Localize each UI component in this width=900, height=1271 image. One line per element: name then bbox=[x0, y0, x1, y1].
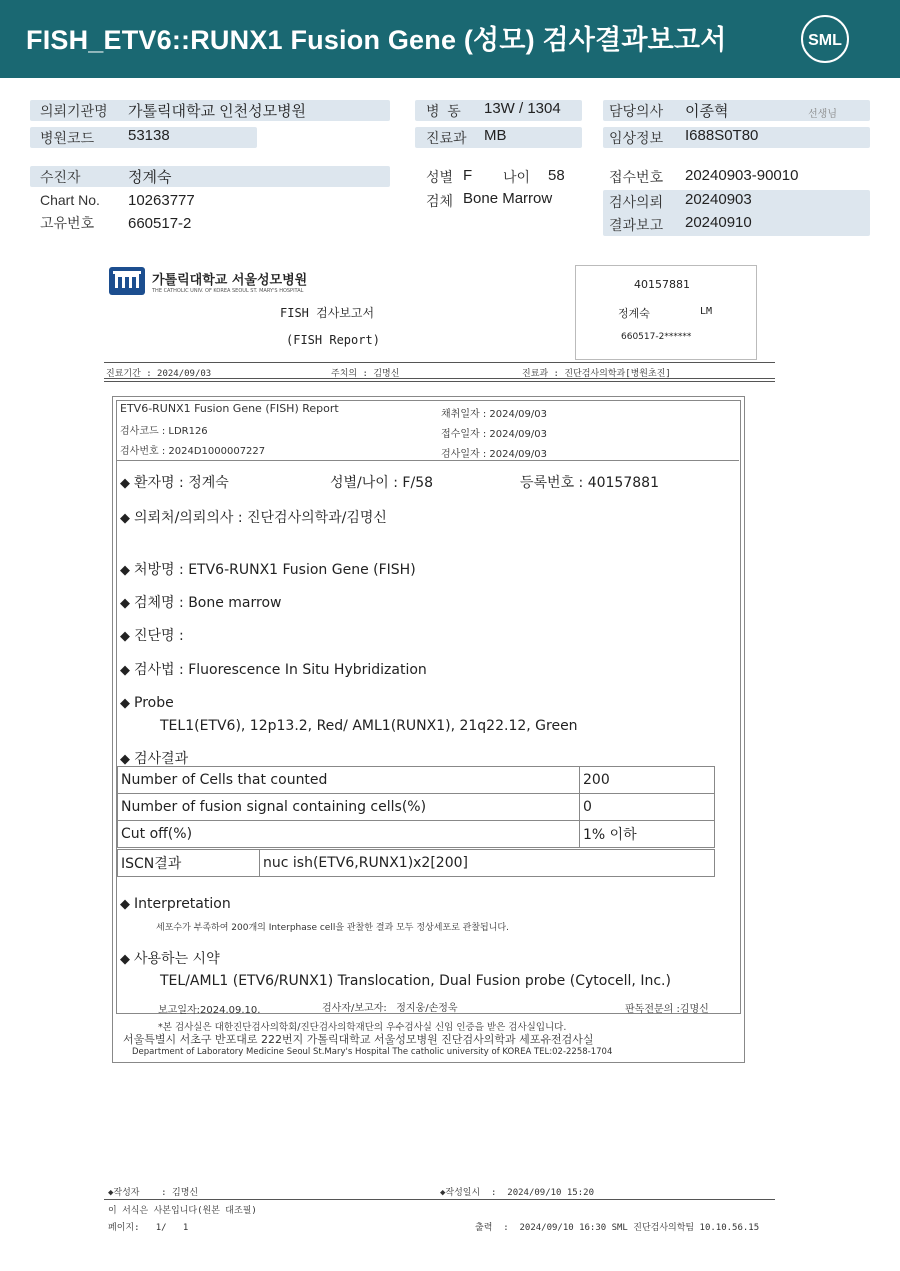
patient-row-bg bbox=[30, 166, 390, 187]
doctor-label: 담당의사 bbox=[609, 103, 664, 119]
hospital-name-en: THE CATHOLIC UNIV. OF KOREA SEOUL ST. MARY'S HOSPITAL bbox=[152, 288, 304, 294]
logo-text: SML bbox=[808, 32, 842, 49]
report-title-en: (FISH Report) bbox=[286, 333, 380, 347]
result-label: 검사결과 bbox=[134, 751, 189, 767]
diagnosis: 진단명 : bbox=[134, 628, 184, 644]
clinical-info-label: 임상정보 bbox=[609, 130, 664, 146]
lab-address: 서울특별시 서초구 반포대로 222번지 가톨릭대학교 서울성모병원 진단검사의학과 세포유전검사실 bbox=[123, 1033, 594, 1046]
stamp-name: 정계숙 bbox=[618, 307, 650, 320]
sml-logo-icon bbox=[800, 14, 850, 64]
patient-stamp bbox=[575, 265, 757, 360]
iscn-label: ISCN결과 bbox=[118, 850, 260, 877]
result-value: 200 bbox=[580, 767, 715, 794]
divider bbox=[117, 460, 739, 461]
patient-value: 정계숙 bbox=[128, 169, 172, 186]
department-label: 진료과 bbox=[426, 130, 467, 146]
hospital-code-label: 병원코드 bbox=[40, 130, 95, 146]
visit-department: 진료과 : 진단검사의학과[병원초진] bbox=[522, 369, 671, 379]
sex-value: F bbox=[463, 167, 473, 184]
doctor-suffix: 선생님 bbox=[808, 109, 837, 120]
print-info: 출력 : 2024/09/10 16:30 SML 진단검사의학팀 10.10.56.15 bbox=[475, 1223, 760, 1233]
result-item: Number of Cells that counted bbox=[118, 767, 580, 794]
chart-no-value: 10263777 bbox=[128, 192, 195, 209]
method: 검사법 : Fluorescence In Situ Hybridization bbox=[134, 662, 427, 678]
specimen-line: ◆ 검체명 : Bone marrow bbox=[120, 595, 282, 611]
requester: 의뢰처/의뢰의사 : 진단검사의학과/김명신 bbox=[134, 510, 387, 526]
unique-no-label: 고유번호 bbox=[40, 215, 95, 231]
specimen-value: Bone Marrow bbox=[463, 190, 553, 207]
report-date-value: 20240910 bbox=[685, 214, 752, 231]
receipt-no-label: 접수번호 bbox=[609, 169, 664, 185]
tester: 검사자/보고자: 정지웅/손정욱 bbox=[322, 1003, 458, 1014]
stamp-code: LM bbox=[700, 306, 713, 317]
copy-note: 이 서식은 사본입니다(원본 대조필) bbox=[108, 1206, 257, 1216]
footer-written-at: ◆작성일시 : 2024/09/10 15:20 bbox=[440, 1188, 594, 1198]
collect-date: 채취일자 : 2024/09/03 bbox=[441, 409, 548, 420]
ward-value: 13W / 1304 bbox=[484, 100, 561, 117]
report-test-name: ETV6-RUNX1 Fusion Gene (FISH) Report bbox=[120, 402, 339, 415]
reagent-heading: ◆ 사용하는 시약 bbox=[120, 951, 220, 967]
institution-label: 의뢰기관명 bbox=[40, 103, 108, 119]
age-label: 나이 bbox=[503, 169, 531, 185]
department-value: MB bbox=[484, 127, 507, 144]
page-number: 페이지: 1/ 1 bbox=[108, 1223, 189, 1233]
table-row bbox=[118, 767, 715, 794]
footer-writer: ◆작성자 : 김명신 bbox=[108, 1188, 199, 1198]
table-row bbox=[118, 850, 715, 877]
hospital-logo-icon bbox=[108, 266, 146, 296]
specimen-name: 검체명 : Bone marrow bbox=[134, 595, 282, 611]
result-item: Cut off(%) bbox=[118, 821, 580, 848]
divider bbox=[104, 378, 775, 379]
sex-label: 성별 bbox=[426, 169, 454, 185]
table-row bbox=[118, 794, 715, 821]
chart-no-label: Chart No. bbox=[40, 192, 100, 208]
registration-no: 등록번호 : 40157881 bbox=[520, 475, 659, 491]
probe-line: ◆ Probe bbox=[120, 695, 174, 711]
result-heading: ◆ 검사결과 bbox=[120, 751, 189, 767]
receipt-no-value: 20240903-90010 bbox=[685, 167, 799, 184]
receive-date: 접수일자 : 2024/09/03 bbox=[441, 429, 548, 440]
report-date-label: 결과보고 bbox=[609, 217, 664, 233]
reagent-text: TEL/AML1 (ETV6/RUNX1) Translocation, Dual Fusion probe (Cytocell, Inc.) bbox=[160, 973, 671, 989]
test-date: 검사일자 : 2024/09/03 bbox=[441, 449, 548, 460]
hospital-code-value: 53138 bbox=[128, 127, 170, 144]
probe-label: Probe bbox=[134, 695, 174, 711]
institution-value: 가톨릭대학교 인천성모병원 bbox=[128, 103, 307, 120]
table-row bbox=[118, 821, 715, 848]
patient-name-line: ◆ 환자명 : 정계숙 bbox=[120, 475, 229, 491]
prescription-line: ◆ 처방명 : ETV6-RUNX1 Fusion Gene (FISH) bbox=[120, 562, 416, 578]
iscn-value: nuc ish(ETV6,RUNX1)x2[200] bbox=[260, 850, 715, 877]
requester-line: ◆ 의뢰처/의뢰의사 : 진단검사의학과/김명신 bbox=[120, 510, 387, 526]
divider bbox=[104, 1199, 775, 1200]
hospital-name: 가톨릭대학교 서울성모병원 bbox=[152, 273, 308, 288]
request-date-value: 20240903 bbox=[685, 191, 752, 208]
lab-address-en: Department of Laboratory Medicine Seoul St.Mary's Hospital The catholic university of KOREA TEL:02-2258-1704 bbox=[132, 1047, 613, 1057]
patient-label: 수진자 bbox=[40, 169, 81, 185]
result-value: 0 bbox=[580, 794, 715, 821]
page-header bbox=[0, 0, 900, 78]
result-table bbox=[117, 766, 715, 848]
patient-name: 환자명 : 정계숙 bbox=[134, 475, 229, 491]
result-item: Number of fusion signal containing cells(%) bbox=[118, 794, 580, 821]
probe-text: TEL1(ETV6), 12p13.2, Red/ AML1(RUNX1), 21q22.12, Green bbox=[160, 718, 578, 734]
stamp-resident: 660517-2****** bbox=[621, 332, 692, 342]
specialist: 판독전문의 :김명신 bbox=[625, 1004, 709, 1015]
page-title: FISH_ETV6::RUNX1 Fusion Gene (성모) 검사결과보고서 bbox=[26, 25, 727, 55]
clinical-info-value: I688S0T80 bbox=[685, 127, 759, 144]
divider bbox=[104, 362, 775, 363]
report-date: 보고일자:2024.09.10. bbox=[158, 1005, 261, 1016]
method-line: ◆ 검사법 : Fluorescence In Situ Hybridization bbox=[120, 662, 427, 678]
stamp-id: 40157881 bbox=[634, 278, 690, 291]
interpretation-heading: ◆ Interpretation bbox=[120, 896, 231, 912]
doctor-value: 이종혁 bbox=[685, 103, 729, 120]
request-date-label: 검사의뢰 bbox=[609, 194, 664, 210]
interpretation-label: Interpretation bbox=[134, 896, 231, 912]
unique-no-value: 660517-2 bbox=[128, 215, 192, 232]
iscn-table bbox=[117, 849, 715, 877]
test-number: 검사번호 : 2024D1000007227 bbox=[120, 446, 266, 457]
report-title-ko: FISH 검사보고서 bbox=[280, 306, 375, 320]
age-value: 58 bbox=[548, 167, 565, 184]
test-code: 검사코드 : LDR126 bbox=[120, 426, 208, 437]
visit-period: 진료기간 : 2024/09/03 bbox=[106, 369, 212, 379]
diagnosis-line: ◆ 진단명 : bbox=[120, 628, 184, 644]
ward-label: 병 동 bbox=[426, 103, 461, 119]
divider bbox=[104, 381, 775, 382]
result-value: 1% 이하 bbox=[580, 821, 715, 848]
specimen-label: 검체 bbox=[426, 193, 454, 209]
certification-note: *본 검사실은 대한진단검사의학회/진단검사의학재단의 우수검사실 신임 인증을 받은 검사실입니다. bbox=[158, 1022, 567, 1033]
attending-doctor: 주치의 : 김명신 bbox=[331, 369, 400, 379]
sex-age: 성별/나이 : F/58 bbox=[330, 475, 434, 491]
reagent-label: 사용하는 시약 bbox=[134, 951, 220, 967]
prescription: 처방명 : ETV6-RUNX1 Fusion Gene (FISH) bbox=[134, 562, 416, 578]
interpretation-text: 세포수가 부족하여 200개의 Interphase cell을 관찰한 결과 모두 정상세포로 관찰됩니다. bbox=[156, 923, 509, 933]
